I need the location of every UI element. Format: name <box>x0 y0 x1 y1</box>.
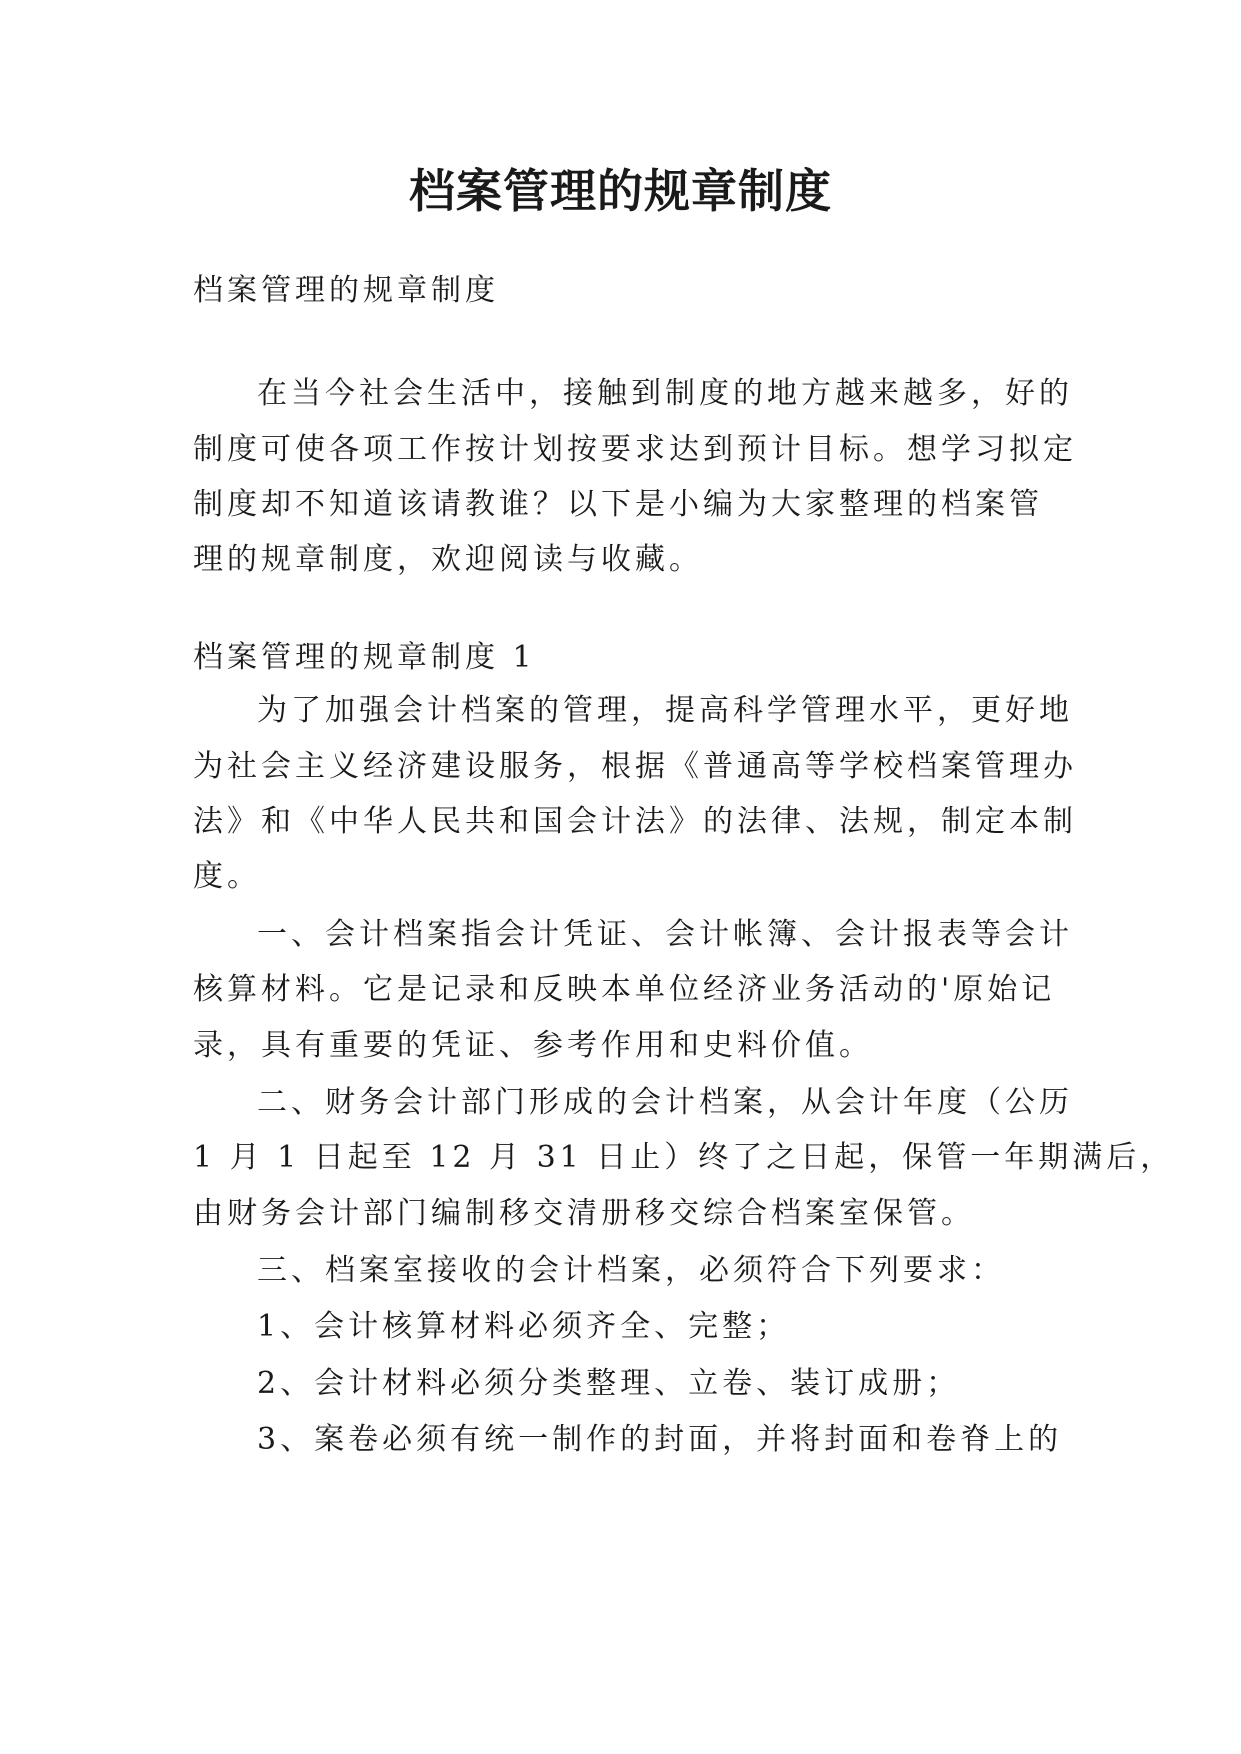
list-item: 1、会计核算材料必须齐全、完整； <box>257 1309 791 1344</box>
document-subtitle: 档案管理的规章制度 <box>193 273 499 308</box>
paragraph-line: 二、财务会计部门形成的会计档案，从会计年度（公历 <box>257 1085 1073 1120</box>
intro-line: 制度却不知道该请教谁？以下是小编为大家整理的档案管 <box>193 487 1043 522</box>
intro-line: 在当今社会生活中，接触到制度的地方越来越多，好的 <box>257 376 1073 411</box>
paragraph-line: 三、档案室接收的会计档案，必须符合下列要求： <box>257 1253 1005 1288</box>
section-heading: 档案管理的规章制度 1 <box>193 640 536 675</box>
paragraph-line: 由财务会计部门编制移交清册移交综合档案室保管。 <box>193 1196 975 1231</box>
paragraph-line: 度。 <box>193 859 261 894</box>
document-title: 档案管理的规章制度 <box>409 164 832 218</box>
paragraph-line: 1 月 1 日起至 12 月 31 日止）终了之日起，保管一年期满后， <box>193 1140 1175 1175</box>
list-item: 2、会计材料必须分类整理、立卷、装订成册； <box>257 1366 961 1401</box>
paragraph-line: 为了加强会计档案的管理，提高科学管理水平，更好地 <box>257 693 1073 728</box>
paragraph-line: 录，具有重要的凭证、参考作用和史料价值。 <box>193 1028 873 1063</box>
list-item: 3、案卷必须有统一制作的封面，并将封面和卷脊上的 <box>257 1422 1063 1457</box>
paragraph-line: 一、会计档案指会计凭证、会计帐簿、会计报表等会计 <box>257 917 1073 952</box>
intro-line: 制度可使各项工作按计划按要求达到预计目标。想学习拟定 <box>193 432 1077 467</box>
intro-line: 理的规章制度，欢迎阅读与收藏。 <box>193 542 703 577</box>
paragraph-line: 为社会主义经济建设服务，根据《普通高等学校档案管理办 <box>193 749 1077 784</box>
paragraph-line: 法》和《中华人民共和国会计法》的法律、法规，制定本制 <box>193 804 1077 839</box>
paragraph-line: 核算材料。它是记录和反映本单位经济业务活动的'原始记 <box>193 972 1056 1007</box>
